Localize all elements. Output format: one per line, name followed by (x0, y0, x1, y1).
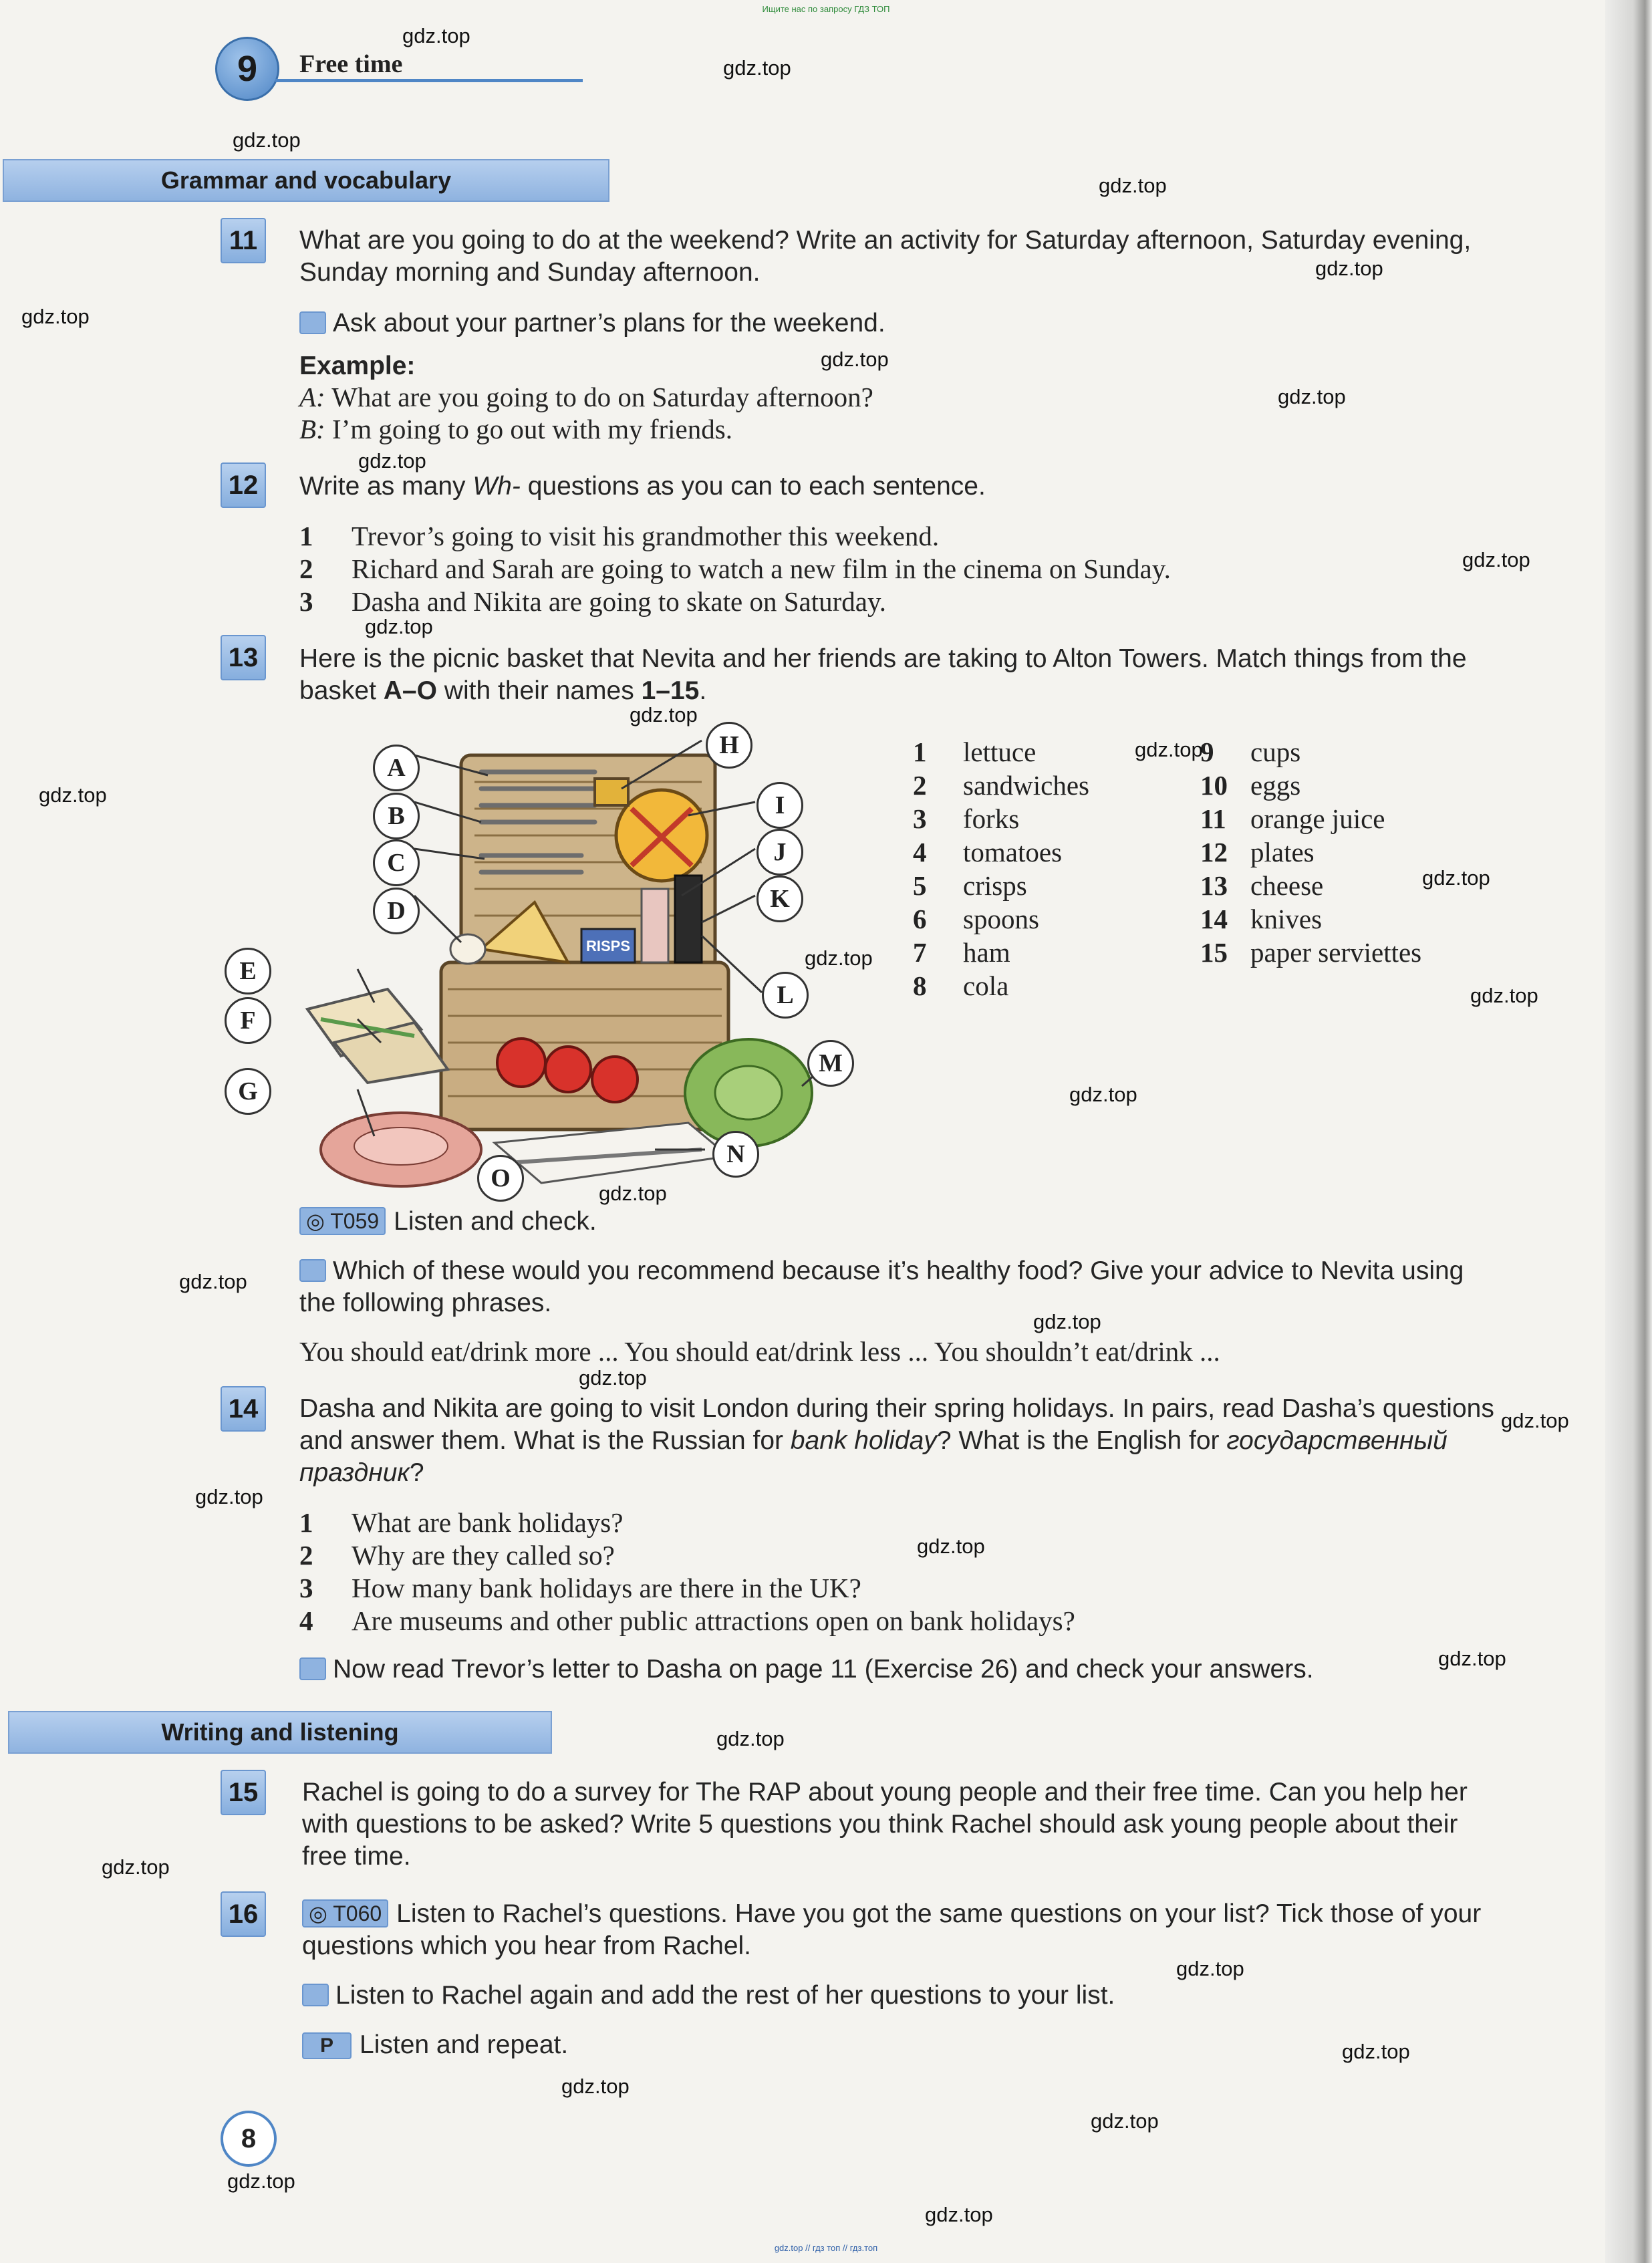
item-number: 11 (1200, 803, 1226, 834)
vocab-list-right (1200, 735, 1508, 969)
repeat-text: Listen and repeat. (360, 2030, 569, 2059)
item-number: 5 (913, 870, 927, 901)
chapter-title: Free time (299, 50, 403, 78)
watermark: gdz.top (102, 1855, 170, 1879)
top-note: Ищите нас по запросу ГДЗ ТОП (762, 4, 890, 14)
watermark: gdz.top (1438, 1647, 1506, 1670)
label-n: N (712, 1131, 759, 1178)
again-text: Listen to Rachel again and add the rest of her questions to your list. (335, 1981, 1115, 2010)
item-text: What are bank holidays? (352, 1507, 624, 1538)
recommend-text: Which of these would you recommend because it’s healthy food? Give your advice to Nevita using the following phrases. (299, 1256, 1464, 1317)
exercise-15-number: 15 (221, 1770, 266, 1815)
label-i: I (756, 782, 803, 829)
item-word: cups (1250, 737, 1301, 767)
section-grammar-vocabulary: Grammar and vocabulary (3, 159, 609, 202)
item-number: 8 (913, 970, 927, 1001)
listen-text: Listen and check. (394, 1207, 597, 1236)
watermark: gdz.top (805, 946, 873, 970)
ex12-text-em: Wh- (472, 472, 521, 501)
watermark: gdz.top (365, 615, 433, 638)
exercise-12-list (299, 520, 1496, 618)
item-number: 3 (913, 803, 927, 834)
audio-track-badge[interactable]: ◎ T059 (299, 1207, 386, 1235)
item-text: Are museums and other public attractions open on bank holidays? (352, 1605, 1075, 1636)
label-j: J (756, 829, 803, 876)
item-text: Dasha and Nikita are going to skate on Saturday. (352, 586, 887, 617)
page-edge-shadow (1605, 0, 1652, 2263)
item-text: Trevor’s going to visit his grandmother this weekend. (352, 521, 940, 551)
item-number: 2 (299, 1540, 313, 1571)
item-number: 1 (299, 521, 313, 551)
bottom-note: gdz.top // гдз топ // гдз.топ (774, 2243, 878, 2253)
watermark: gdz.top (1278, 385, 1346, 408)
watermark: gdz.top (723, 56, 791, 80)
watermark: gdz.top (179, 1270, 247, 1293)
watermark: gdz.top (39, 783, 107, 807)
ex14-em1: bank holiday (790, 1426, 937, 1455)
watermark: gdz.top (599, 1182, 667, 1205)
item-word: eggs (1250, 770, 1301, 801)
pairwork-text: Ask about your partner’s plans for the weekend. (333, 309, 885, 338)
watermark: gdz.top (1033, 1310, 1101, 1333)
item-number: 14 (1200, 904, 1228, 934)
pronunciation-badge: P (302, 2032, 352, 2059)
audio-track-id: T059 (330, 1209, 380, 1233)
exercise-11-text: What are you going to do at the weekend? Write an activity for Saturday afternoon, Saturday evening, Sunday morning and Sunday afternoon. (299, 226, 1472, 287)
exercise-15-text: Rachel is going to do a survey for The RAP about young people and their free time. Can you help her with questions to be asked? Write 5 questions you think Rachel should ask young people about their free time. (302, 1778, 1468, 1871)
watermark: gdz.top (1342, 2040, 1410, 2063)
watermark: gdz.top (1501, 1409, 1569, 1432)
ex14-text-pre: Dasha and Nikita are going to visit London during their spring holidays. In pairs, read Dasha’s questions and answer them. What is the Russian for (299, 1394, 1494, 1455)
item-word: tomatoes (963, 837, 1063, 868)
ex16-main-text: Listen to Rachel’s questions. Have you got the same questions on your list? Tick those of your questions which you hear from Rachel. (302, 1899, 1482, 1960)
exercise-14-check (299, 1653, 1496, 1686)
watermark: gdz.top (1099, 174, 1167, 197)
item-number: 3 (299, 586, 313, 617)
item-word: spoons (963, 904, 1039, 934)
exercise-11-pairwork (299, 307, 1496, 340)
item-word: knives (1250, 904, 1323, 934)
item-text: Why are they called so? (352, 1540, 615, 1571)
item-word: lettuce (963, 737, 1037, 767)
watermark: gdz.top (358, 449, 426, 473)
ex14-text-mid: ? What is the English for (936, 1426, 1227, 1455)
audio-track-id: T060 (333, 1901, 382, 1925)
ex13-letters: A–O (383, 676, 437, 705)
watermark: gdz.top (21, 305, 90, 328)
list-item (1200, 735, 1508, 769)
example-a-text: What are you going to do on Saturday afternoon? (331, 382, 873, 412)
item-word: plates (1250, 837, 1315, 868)
vocab-list-left (913, 735, 1194, 1003)
item-number: 4 (913, 837, 927, 868)
exercise-16-again (302, 1980, 1496, 2012)
item-number: 15 (1200, 937, 1228, 968)
item-word: forks (963, 803, 1020, 834)
item-word: sandwiches (963, 770, 1090, 801)
exercise-13-number: 13 (221, 635, 266, 680)
item-text: How many bank holidays are there in the UK? (352, 1573, 861, 1603)
watermark: gdz.top (1462, 548, 1530, 571)
item-number: 6 (913, 904, 927, 934)
exercise-14-text (299, 1393, 1496, 1489)
watermark: gdz.top (233, 128, 301, 152)
watermark: gdz.top (1422, 866, 1490, 890)
watermark: gdz.top (561, 2075, 630, 2098)
item-word: crisps (963, 870, 1027, 901)
item-number: 1 (299, 1507, 313, 1538)
list-item (299, 1539, 1496, 1572)
list-item (913, 936, 1194, 969)
watermark: gdz.top (1470, 984, 1538, 1007)
label-e: E (225, 948, 271, 994)
exercise-13-text (299, 643, 1496, 707)
chapter-rule (275, 79, 583, 82)
check-text: Now read Trevor’s letter to Dasha on page 11 (Exercise 26) and check your answers. (333, 1655, 1314, 1684)
label-o: O (477, 1155, 524, 1202)
ex14-em2: государственный праздник (299, 1426, 1448, 1487)
ex12-text-post: questions as you can to each sentence. (520, 472, 986, 501)
crisps-packet-label: RISPS (585, 938, 631, 954)
speaker-a: A: (299, 382, 325, 412)
watermark: gdz.top (716, 1727, 785, 1750)
label-l: L (762, 972, 809, 1019)
ex12-text-pre: Write as many (299, 472, 473, 501)
exercise-16-number: 16 (221, 1891, 266, 1937)
list-item (913, 869, 1194, 902)
speaker-b: B: (299, 414, 325, 444)
item-number: 2 (299, 553, 313, 584)
pairwork-icon (299, 1657, 326, 1680)
item-number: 1 (913, 737, 927, 767)
exercise-14-number: 14 (221, 1386, 266, 1432)
item-word: ham (963, 937, 1010, 968)
watermark: gdz.top (227, 2169, 295, 2193)
item-number: 12 (1200, 837, 1228, 868)
exercise-14-list (299, 1506, 1496, 1637)
ex13-text-mid: with their names (436, 676, 642, 705)
example-b-text: I’m going to go out with my friends. (331, 414, 732, 444)
watermark: gdz.top (402, 24, 470, 47)
watermark: gdz.top (1315, 257, 1383, 280)
exercise-12-number: 12 (221, 462, 266, 508)
ex13-text-end: . (699, 676, 707, 705)
exercise-12-text (299, 471, 1496, 503)
list-item (913, 969, 1194, 1003)
list-item (299, 585, 1496, 618)
label-d: D (373, 888, 420, 934)
watermark: gdz.top (1069, 1083, 1137, 1106)
exercise-13-listen (299, 1206, 1496, 1238)
item-text: Richard and Sarah are going to watch a new film in the cinema on Sunday. (352, 553, 1171, 584)
label-b: B (373, 793, 420, 839)
exercise-16-repeat (302, 2029, 1496, 2061)
example-line-b (299, 413, 1496, 446)
page-number: 8 (221, 2111, 277, 2167)
item-word: paper serviettes (1250, 937, 1422, 968)
watermark: gdz.top (1091, 2109, 1159, 2133)
item-number: 10 (1200, 770, 1228, 801)
item-number: 7 (913, 937, 927, 968)
ex14-text-end: ? (409, 1458, 424, 1487)
label-c: C (373, 839, 420, 886)
list-item (1200, 936, 1508, 969)
exercise-13-phrases: You should eat/drink more ... You should eat/drink less ... You shouldn’t eat/drink ... (299, 1336, 1220, 1367)
label-a: A (373, 745, 420, 791)
item-number: 2 (913, 770, 927, 801)
example-label: Example: (299, 352, 416, 380)
list-item (913, 835, 1194, 869)
list-item (299, 520, 1496, 553)
list-item (299, 553, 1496, 585)
list-item (1200, 902, 1508, 936)
list-item (299, 1506, 1496, 1539)
item-number: 13 (1200, 870, 1228, 901)
item-word: cola (963, 970, 1009, 1001)
list-item (1200, 802, 1508, 835)
watermark: gdz.top (821, 348, 889, 371)
pairwork-icon (299, 1259, 326, 1282)
watermark: gdz.top (195, 1485, 263, 1508)
watermark: gdz.top (925, 2203, 993, 2226)
list-item (1200, 835, 1508, 869)
label-g: G (225, 1068, 271, 1115)
watermark: gdz.top (1176, 1957, 1244, 1980)
watermark: gdz.top (1135, 738, 1203, 761)
exercise-13-recommend (299, 1255, 1496, 1319)
list-item (299, 1572, 1496, 1605)
list-item (913, 769, 1194, 802)
list-item (1200, 769, 1508, 802)
list-item (913, 802, 1194, 835)
ex13-numbers: 1–15 (641, 676, 700, 705)
pairwork-icon (299, 311, 326, 334)
chapter-number-badge: 9 (215, 37, 279, 101)
label-k: K (756, 876, 803, 922)
exercise-16-text (302, 1898, 1496, 1962)
item-number: 3 (299, 1573, 313, 1603)
item-number: 9 (1200, 737, 1214, 767)
item-word: cheese (1250, 870, 1324, 901)
watermark: gdz.top (579, 1366, 647, 1389)
item-word: orange juice (1250, 803, 1385, 834)
list-item (299, 1605, 1496, 1637)
ex13-text-pre: Here is the picnic basket that Nevita and her friends are taking to Alton Towers. Match things from the basket (299, 644, 1467, 705)
exercise-11-number: 11 (221, 218, 266, 263)
section-writing-listening: Writing and listening (8, 1711, 552, 1754)
item-number: 4 (299, 1605, 313, 1636)
watermark: gdz.top (630, 703, 698, 726)
list-item (913, 902, 1194, 936)
pairwork-icon (302, 1984, 329, 2006)
label-h: H (706, 722, 752, 769)
audio-track-badge[interactable]: ◎ T060 (302, 1899, 388, 1927)
watermark: gdz.top (917, 1535, 985, 1558)
label-m: M (807, 1040, 854, 1087)
label-f: F (225, 997, 271, 1044)
